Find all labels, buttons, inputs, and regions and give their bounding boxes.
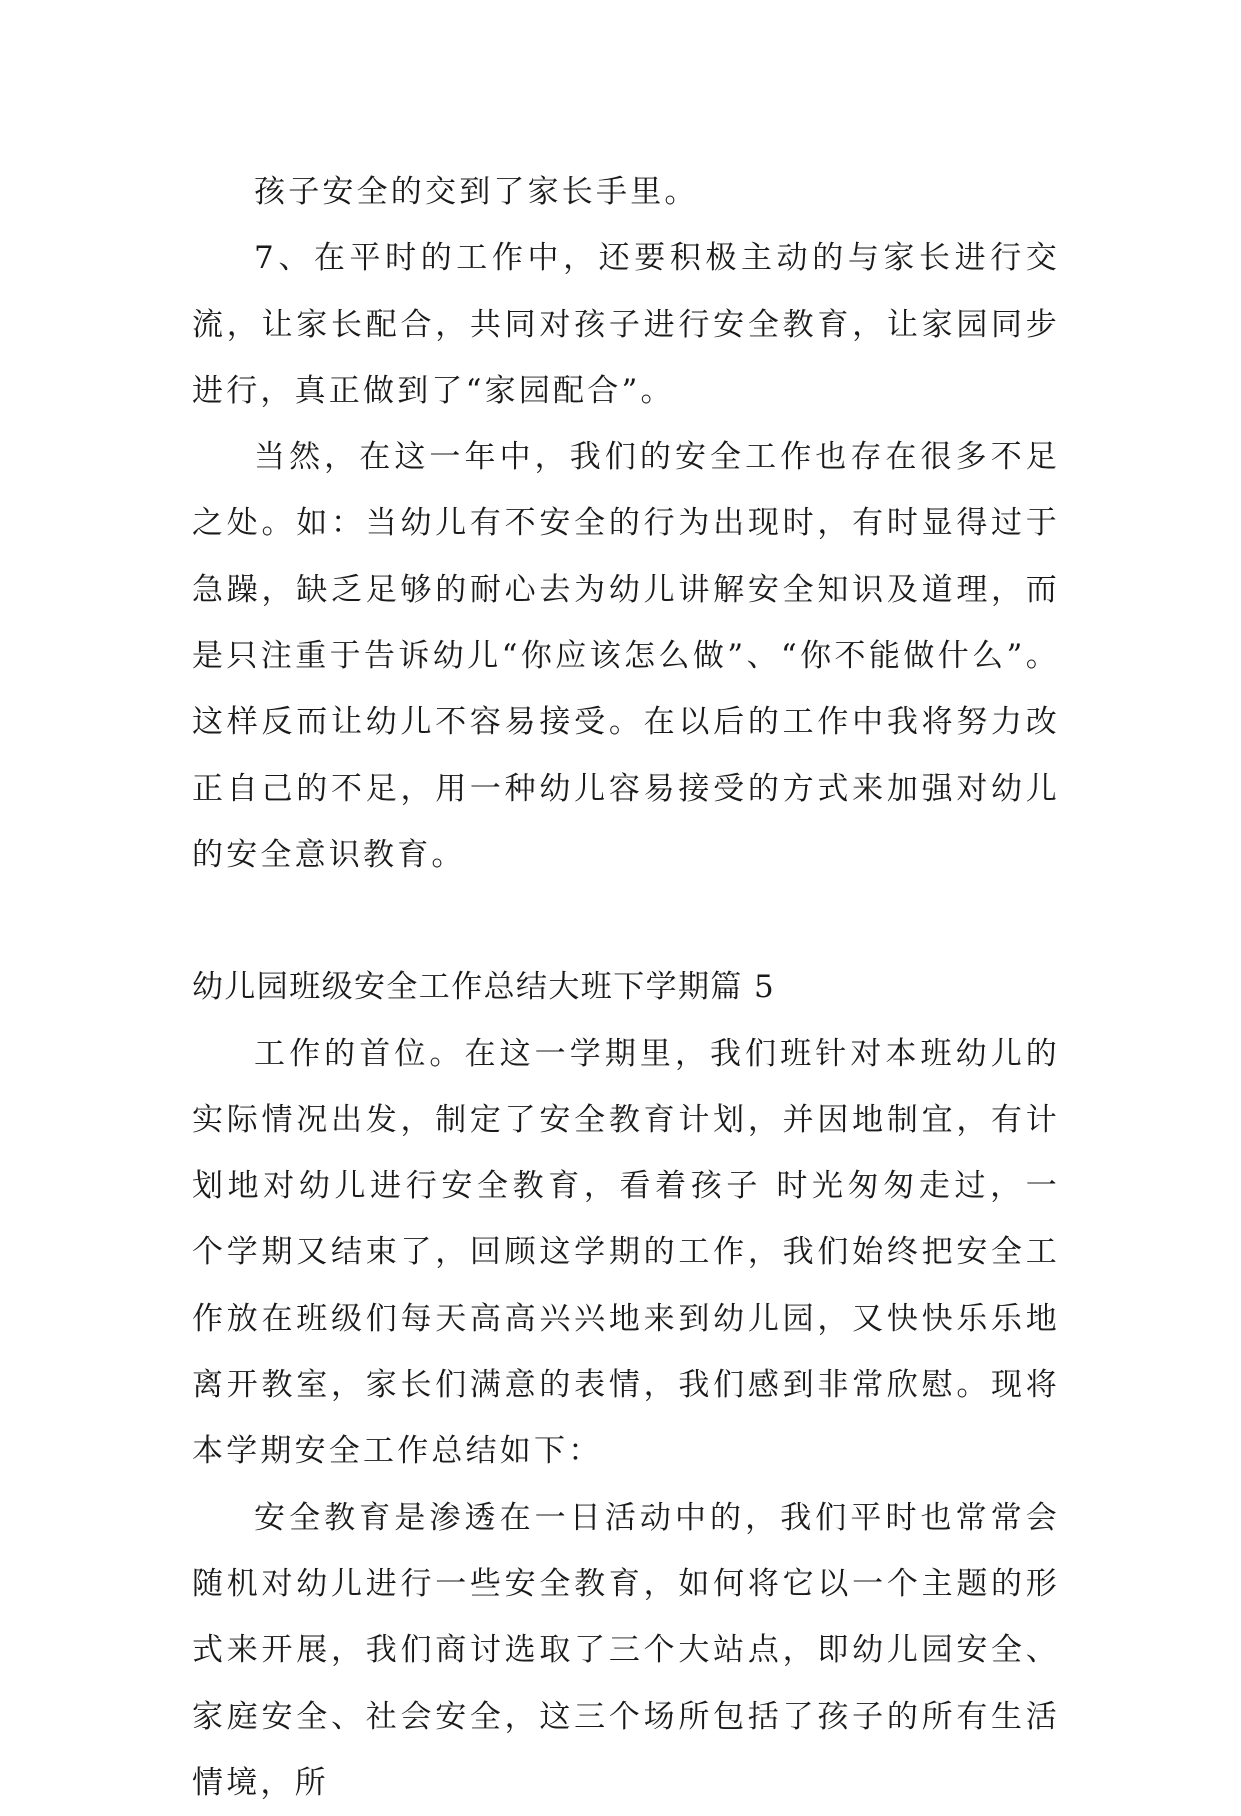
section-heading: 幼儿园班级安全工作总结大班下学期篇 5 (192, 969, 776, 1006)
document-body (192, 159, 1060, 1816)
paragraph-semester-summary: 工作的首位。在这一学期里，我们班针对本班幼儿的实际情况出发，制定了安全教育计划，并因地制宜，有计划地对幼儿进行安全教育，看着孩子 时光匆匆走过，一个学期又结束了，回顾这学期的工作，我们始终把安全工作放在班级们每天高高兴兴地来到幼儿园，又快快乐乐地离开教室，家长们满意的表情，我们感到非常欣慰。现将本学期安全工作总结如下： (192, 1035, 1060, 1470)
paragraph-safety-education: 安全教育是渗透在一日活动中的，我们平时也常常会随机对幼儿进行一些安全教育，如何将它以一个主题的形式来开展，我们商讨选取了三个大站点，即幼儿园安全、家庭安全、社会安全，这三个场所包括了孩子的所有生活情境，所 (192, 1499, 1060, 1801)
paragraph-shortcomings: 当然，在这一年中，我们的安全工作也存在很多不足之处。如：当幼儿有不安全的行为出现时，有时显得过于急躁，缺乏足够的耐心去为幼儿讲解安全知识及道理，而是只注重于告诉幼儿“你应该怎么做”、“你不能做什么”。这样反而让幼儿不容易接受。在以后的工作中我将努力改正自己的不足，用一种幼儿容易接受的方式来加强对幼儿的安全意识教育。 (192, 439, 1060, 873)
paragraph-item-7: 7、在平时的工作中，还要积极主动的与家长进行交流，让家长配合，共同对孩子进行安全教育，让家园同步进行，真正做到了“家园配合”。 (192, 240, 1060, 409)
paragraph-continuation: 孩子安全的交到了家长手里。 (254, 174, 699, 210)
